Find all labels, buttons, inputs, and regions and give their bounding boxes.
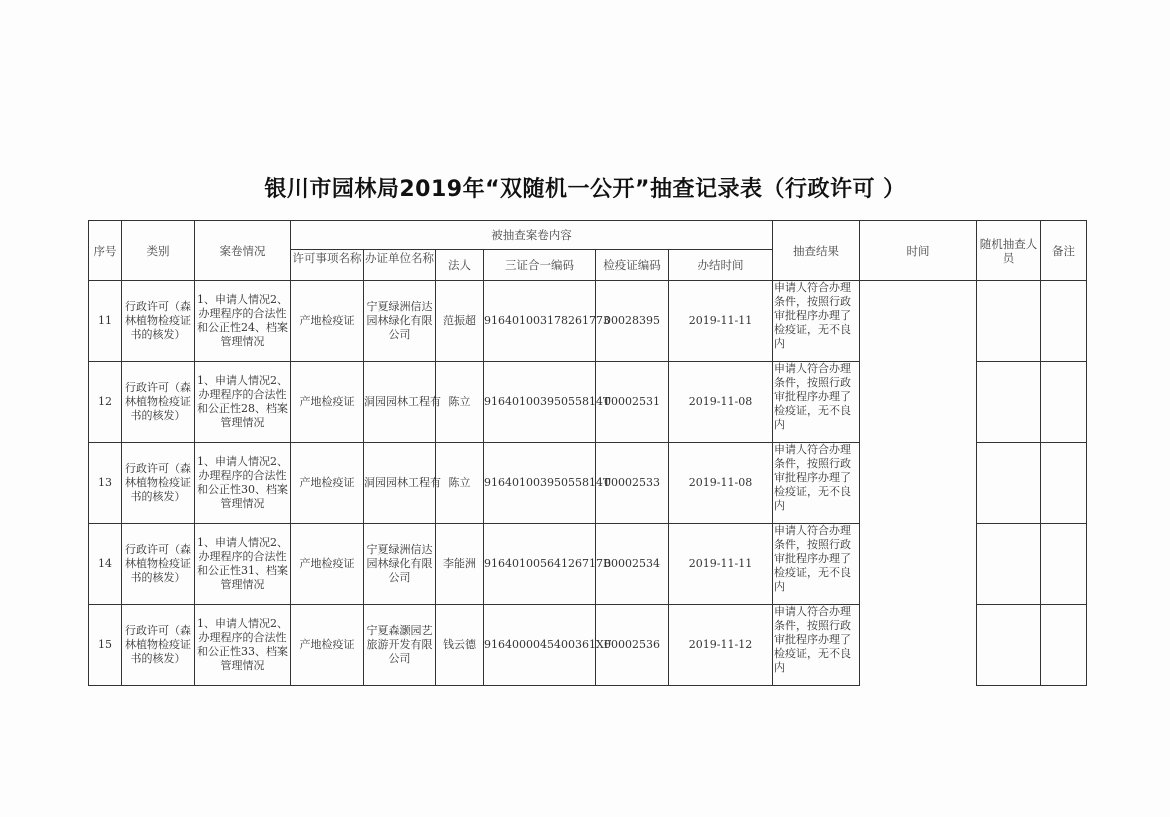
cell-category: 行政许可（森林植物检疫证书的核发） (122, 605, 195, 686)
cell-credit-code: 91640100564126717B (484, 524, 596, 605)
cell-credit-code: 916401003178261773 (484, 281, 596, 362)
table-row (89, 281, 1087, 362)
header-category: 类别 (122, 221, 195, 281)
cell-inspectors (977, 524, 1041, 605)
header-inspectors: 随机抽查人员 (977, 221, 1041, 281)
cell-remark (1041, 443, 1087, 524)
cell-credit-code: 9164000045400361XF (484, 605, 596, 686)
inspection-record-table (88, 220, 1087, 686)
cell-item-name: 产地检疫证 (291, 524, 364, 605)
cell-result: 申请人符合办理条件，按照行政审批程序办理了检疫证，无不良内 (773, 605, 860, 686)
header-time: 时间 (860, 221, 977, 281)
cell-seq: 12 (89, 362, 122, 443)
cell-legal-person: 陈立 (436, 362, 484, 443)
cell-done-time: 2019-11-11 (669, 524, 773, 605)
cell-done-time: 2019-11-12 (669, 605, 773, 686)
page-title: 银川市园林局2019年“双随机一公开”抽查记录表（行政许可 ） (264, 177, 906, 202)
cell-item-name: 产地检疫证 (291, 281, 364, 362)
cell-category: 行政许可（森林植物检疫证书的核发） (122, 443, 195, 524)
cell-category: 行政许可（森林植物检疫证书的核发） (122, 281, 195, 362)
cell-inspectors (977, 605, 1041, 686)
cell-cert-no: 00002531 (596, 362, 669, 443)
cell-remark (1041, 605, 1087, 686)
cell-unit: 宁夏森灏园艺旅游开发有限公司 (364, 605, 436, 686)
cell-cert-no: 00028395 (596, 281, 669, 362)
cell-unit: 洞园园林工程有 (364, 443, 436, 524)
cell-inspectors (977, 281, 1041, 362)
cell-case-status: 1、申请人情况2、办理程序的合法性和公正性31、档案管理情况 (195, 524, 291, 605)
cell-case-status: 1、申请人情况2、办理程序的合法性和公正性33、档案管理情况 (195, 605, 291, 686)
cell-result: 申请人符合办理条件，按照行政审批程序办理了检疫证，无不良内 (773, 443, 860, 524)
cell-done-time: 2019-11-08 (669, 362, 773, 443)
cell-cert-no: 00002536 (596, 605, 669, 686)
cell-inspectors (977, 443, 1041, 524)
cell-unit: 宁夏绿洲信达园林绿化有限公司 (364, 524, 436, 605)
table-row (89, 524, 1087, 605)
cell-item-name: 产地检疫证 (291, 362, 364, 443)
cell-done-time: 2019-11-08 (669, 443, 773, 524)
header-result: 抽查结果 (773, 221, 860, 281)
cell-seq: 11 (89, 281, 122, 362)
header-credit-code: 三证合一编码 (484, 250, 596, 281)
header-seq: 序号 (89, 221, 122, 281)
cell-credit-code: 91640100395055814T (484, 362, 596, 443)
cell-item-name: 产地检疫证 (291, 605, 364, 686)
cell-seq: 14 (89, 524, 122, 605)
cell-item-name: 产地检疫证 (291, 443, 364, 524)
header-cert-no: 检疫证编码 (596, 250, 669, 281)
header-inspected-content: 被抽查案卷内容 (291, 221, 773, 250)
cell-case-status: 1、申请人情况2、办理程序的合法性和公正性30、档案管理情况 (195, 443, 291, 524)
cell-remark (1041, 362, 1087, 443)
cell-remark (1041, 524, 1087, 605)
cell-legal-person: 钱云德 (436, 605, 484, 686)
cell-credit-code: 91640100395055814T (484, 443, 596, 524)
header-item-name: 许可事项名称 (291, 250, 364, 281)
header-legal-person: 法人 (436, 250, 484, 281)
cell-legal-person: 李能洲 (436, 524, 484, 605)
cell-cert-no: 00002533 (596, 443, 669, 524)
cell-legal-person: 范振超 (436, 281, 484, 362)
cell-inspectors (977, 362, 1041, 443)
header-case-status: 案卷情况 (195, 221, 291, 281)
header-unit: 办证单位名称 (364, 250, 436, 281)
cell-seq: 15 (89, 605, 122, 686)
cell-category: 行政许可（森林植物检疫证书的核发） (122, 524, 195, 605)
header-done-time: 办结时间 (669, 250, 773, 281)
cell-time (860, 443, 977, 524)
header-remark: 备注 (1041, 221, 1087, 281)
table-row (89, 443, 1087, 524)
cell-time (860, 362, 977, 443)
cell-category: 行政许可（森林植物检疫证书的核发） (122, 362, 195, 443)
cell-case-status: 1、申请人情况2、办理程序的合法性和公正性24、档案管理情况 (195, 281, 291, 362)
cell-seq: 13 (89, 443, 122, 524)
cell-result: 申请人符合办理条件，按照行政审批程序办理了检疫证，无不良内 (773, 362, 860, 443)
cell-legal-person: 陈立 (436, 443, 484, 524)
table-row (89, 605, 1087, 686)
table-body (89, 281, 1087, 686)
table-header (89, 221, 1087, 281)
cell-done-time: 2019-11-11 (669, 281, 773, 362)
cell-time (860, 281, 977, 362)
cell-cert-no: 00002534 (596, 524, 669, 605)
cell-unit: 洞园园林工程有 (364, 362, 436, 443)
cell-remark (1041, 281, 1087, 362)
cell-time (860, 524, 977, 605)
cell-time (860, 605, 977, 686)
cell-unit: 宁夏绿洲信达园林绿化有限公司 (364, 281, 436, 362)
table-row (89, 362, 1087, 443)
cell-result: 申请人符合办理条件，按照行政审批程序办理了检疫证，无不良内 (773, 281, 860, 362)
cell-case-status: 1、申请人情况2、办理程序的合法性和公正性28、档案管理情况 (195, 362, 291, 443)
cell-result: 申请人符合办理条件，按照行政审批程序办理了检疫证，无不良内 (773, 524, 860, 605)
